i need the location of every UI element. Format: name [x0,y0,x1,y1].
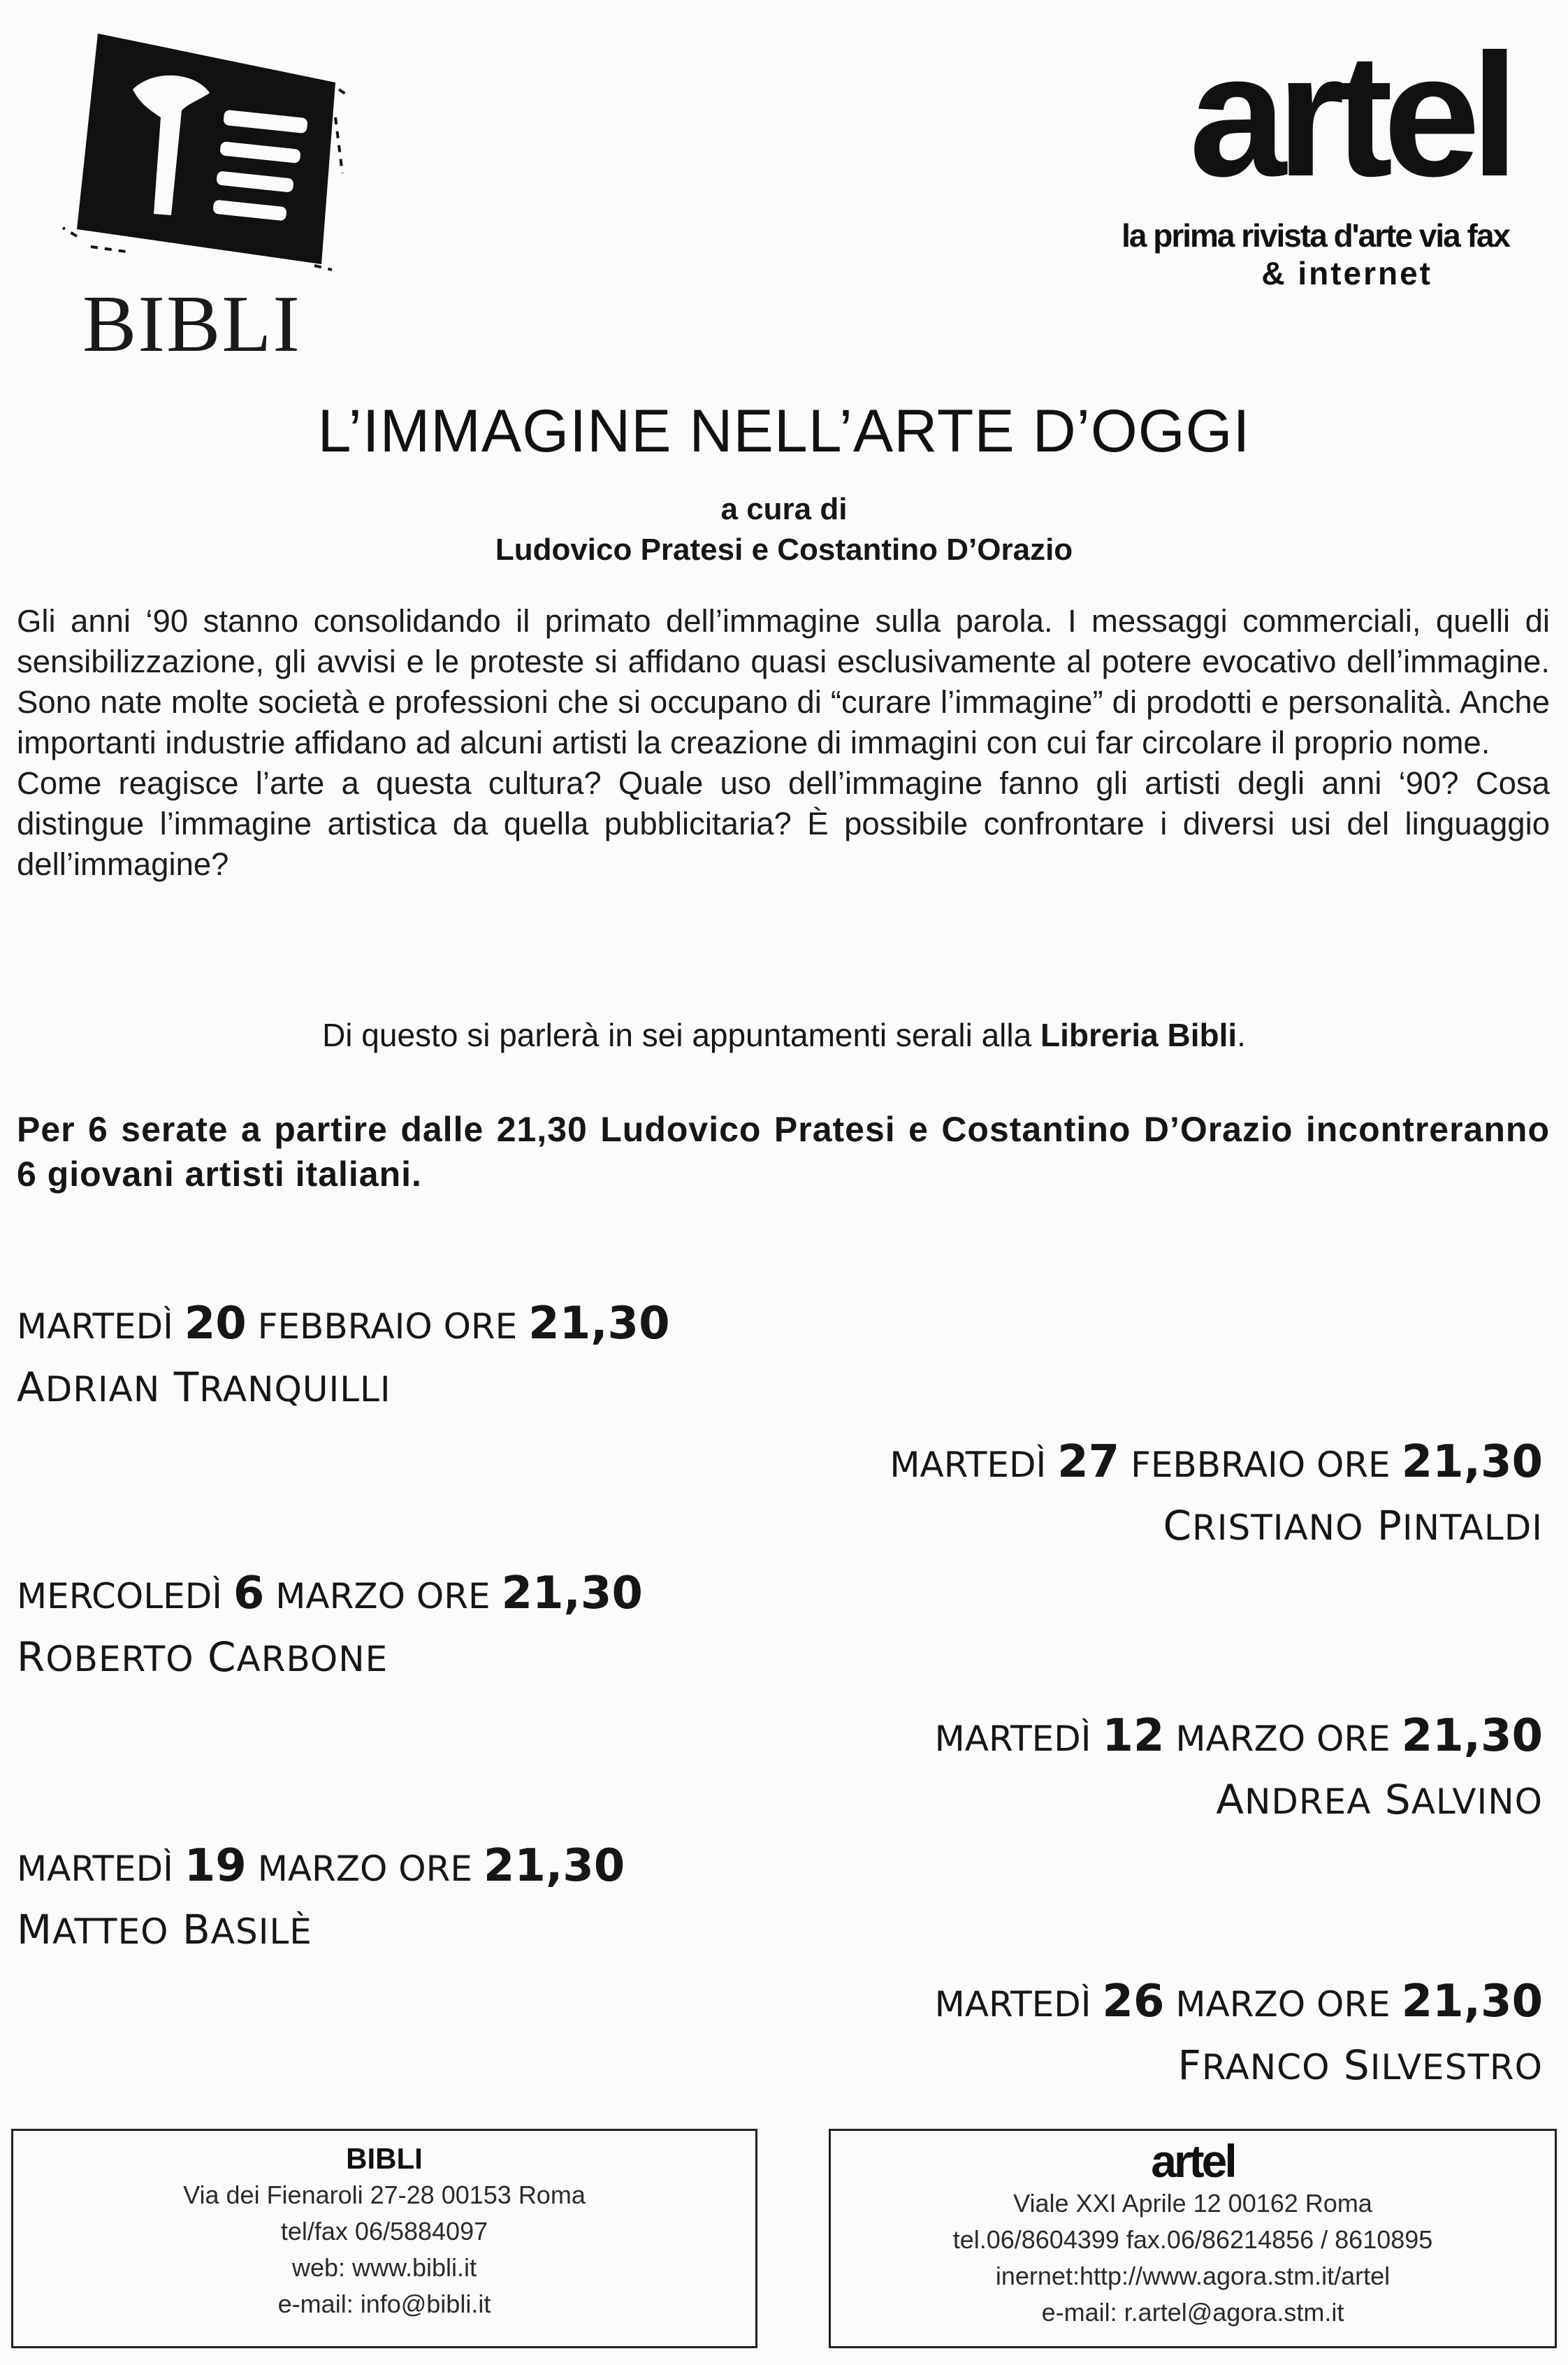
artist-name: FRANCO SILVESTRO [1177,2041,1543,2089]
event-1: MARTEDÌ 20 FEBBRAIO ORE 21,30 ADRIAN TRANQUILLI [17,1298,670,1411]
artel-tagline-internet: & internet [1261,255,1432,291]
artel-logo [1090,17,1537,308]
artel-email: e-mail: r.artel@agora.stm.it [1041,2298,1344,2327]
artel-tagline: la prima rivista d'arte via fax [1121,217,1509,254]
serate-announcement: Per 6 serate a partire dalle 21,30 Ludovico Pratesi e Costantino D’Orazio incontreranno 6 giovani artisti italiani. [17,1110,1550,1194]
bibli-web: web: www.bibli.it [291,2253,477,2282]
book-icon [49,6,356,285]
bibli-name: BIBLI [346,2142,423,2175]
bibli-telfax: tel/fax 06/5884097 [280,2217,488,2245]
artel-address-box [829,2129,1557,2348]
event-3: MERCOLEDÌ 6 MARZO ORE 21,30 ROBERTO CARBONE [17,1568,643,1681]
intro-text [17,601,1550,885]
artist-name: ANDREA SALVINO [1216,1776,1543,1823]
bibli-address-box [11,2129,757,2348]
bibli-wordmark: BIBLI [82,280,301,369]
event-5: MARTEDÌ 19 MARZO ORE 21,30 MATTEO BASILÈ [17,1840,625,1953]
artist-name: MATTEO BASILÈ [17,1906,312,1953]
event-2: MARTEDÌ 27 FEBBRAIO ORE 21,30 CRISTIANO PINTALDI [890,1436,1543,1549]
artel-wordmark: artel [1189,17,1509,212]
artel-web: inernet:http://www.agora.stm.it/artel [995,2262,1391,2290]
libreria-bibli: Libreria Bibli [1040,1017,1237,1053]
event-4: MARTEDÌ 12 MARZO ORE 21,30 ANDREA SALVINO [934,1710,1543,1823]
artist-name: ROBERTO CARBONE [17,1633,389,1681]
bibli-email: e-mail: info@bibli.it [277,2290,491,2318]
artist-name: CRISTIANO PINTALDI [1163,1502,1543,1549]
artel-name: artel [1151,2135,1235,2187]
curators-names: Ludovico Pratesi e Costantino D’Orazio [495,533,1073,567]
page-title: L’IMMAGINE NELL’ARTE D’OGGI [317,398,1251,465]
highlight-line: Di questo si parlerà in sei appuntamenti serali alla Libreria Bibli. [322,1017,1246,1053]
curators-label: a cura di [720,492,848,526]
bibli-address: Via dei Fienaroli 27-28 00153 Roma [183,2180,586,2209]
intro-paragraph: Come reagisce l’arte a questa cultura? Quale uso dell’immagine fanno gli artisti degli anni ‘90? Cosa distingue l’immagine artistica da quella pubblicitaria? È possibile confrontare i diversi usi del linguaggio dell’immagine? [17,765,1550,882]
artist-name: ADRIAN TRANQUILLI [17,1364,391,1411]
bibli-logo [49,6,356,369]
artel-address: Viale XXI Aprile 12 00162 Roma [1013,2189,1372,2218]
event-6: MARTEDÌ 26 MARZO ORE 21,30 FRANCO SILVESTRO [934,1976,1543,2089]
artel-telfax: tel.06/8604399 fax.06/86214856 / 8610895 [952,2225,1433,2254]
intro-paragraph: Gli anni ‘90 stanno consolidando il primato dell’immagine sulla parola. I messaggi commerciali, quelli di sensibilizzazione, gli avvisi e le proteste si affidano quasi esclusivamente al potere evocativo dell’immagine. Sono nate molte società e professioni che si occupano di “curare l’immagine” di prodotti e personalità. Anche importanti industrie affidano ad alcuni artisti la creazione di immagini con cui far circolare il proprio nome. [17,603,1550,760]
